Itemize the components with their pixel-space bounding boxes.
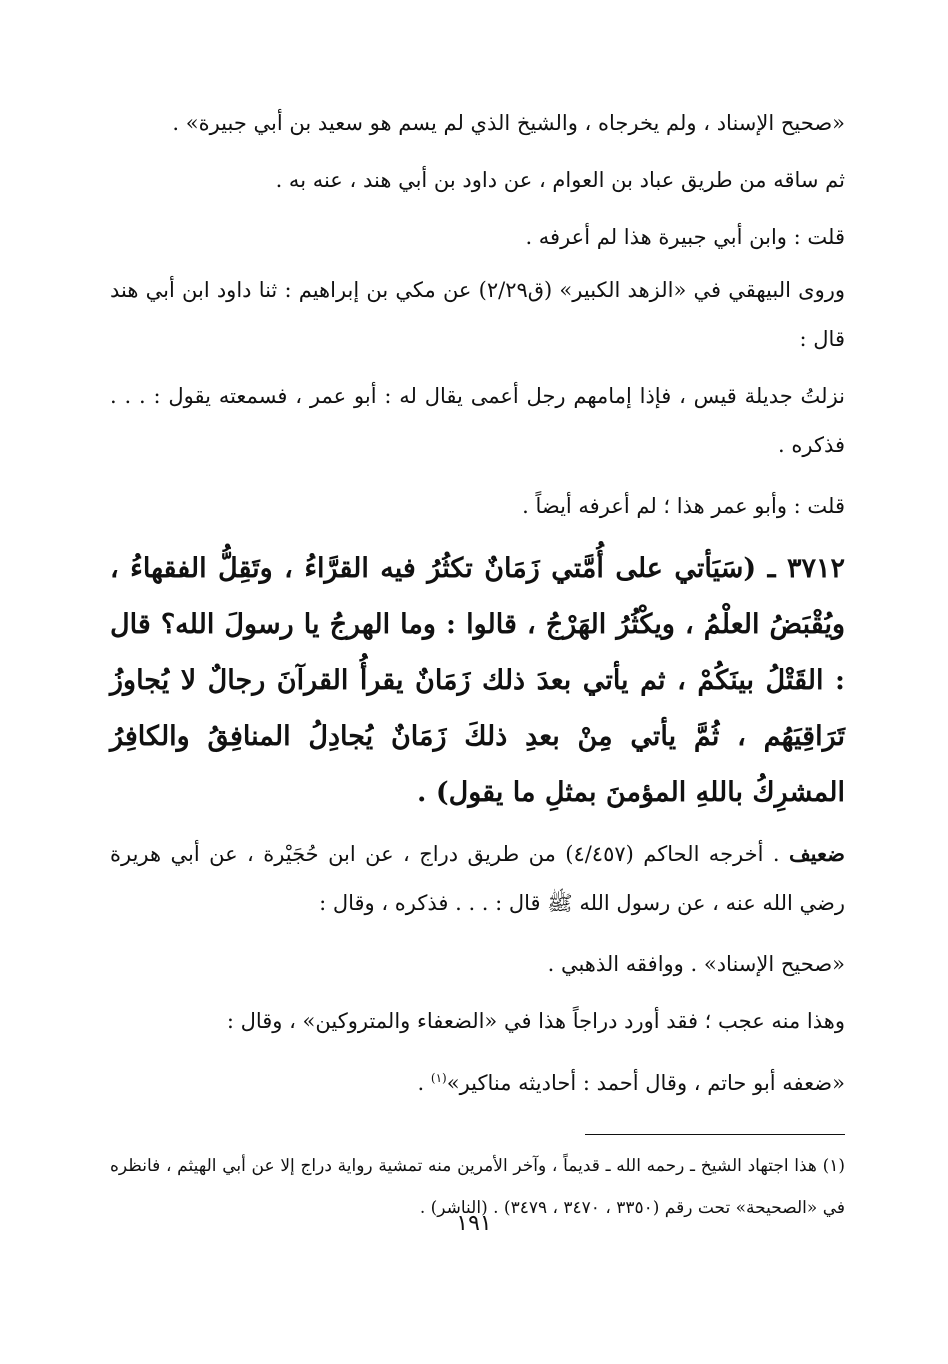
paragraph-narration: نزلتُ جديلة قيس ، فإذا إمامهم رجل أعمى يقال له : أبو عمر ، فسمعته يقول : . . . فذكره .	[110, 384, 845, 457]
paragraph-bayhaqi: وروى البيهقي في «الزهد الكبير» (ق٢/٢٩) عن مكي بن إبراهيم : ثنا داود ابن أبي هند قال :	[110, 278, 845, 351]
quote-end: .	[417, 1071, 431, 1095]
hadith-text: ٣٧١٢ ـ (سَيَأتي على أُمَّتي زَمَانٌ تكثُرُ فيه القرَّاءُ ، وتَقِلُّ الفقهاءُ ، ويُقْبَضُ العلْمُ ، ويكْثُرُ الهَرْجُ ، قالوا : وما الهرجُ يا رسولَ الله؟ قال : القَتْلُ بينَكُمْ ، ثم يأتي بعدَ ذلك زَمَانٌ يقرأُ القرآنَ رجالٌ لا يُجاوزُ تَرَاقِيَهُم ، ثُمَّ يأتي مِنْ بعدِ ذلكَ زَمَانٌ يُجادِلُ المنافِقُ والكافِرُ المشرِكُ باللهِ المؤمنَ بمثلِ ما يقول) .	[110, 553, 845, 808]
footnote-text: (١) هذا اجتهاد الشيخ ـ رحمه الله ـ قديماً ، وآخر الأمرين منه تمشية رواية دراج إلا عن أبي الهيثم ، فانظره في «الصحيحة» تحت رقم (٣٣٥٠ ، ٣٤٧٠ ، ٣٤٧٩) . (الناشر) .	[110, 1156, 845, 1218]
footnote-reference[interactable]: (١)	[430, 1071, 447, 1085]
paragraph-second-route: ثم ساقه من طريق عباد بن العوام ، عن داود بن أبي هند ، عنه به .	[275, 168, 845, 192]
page-body	[110, 95, 845, 1229]
page-number: ١٩١	[456, 1211, 492, 1236]
quote-text: «ضعفه أبو حاتم ، وقال أحمد : أحاديثه مناكير»	[446, 1071, 845, 1095]
paragraph-hakim-sahih: «صحيح الإسناد» . ووافقه الذهبي .	[547, 952, 845, 976]
paragraph-abu-hatim-quote	[110, 1050, 845, 1112]
paragraph-author-note-1: قلت : وابن أبي جبيرة هذا لم أعرفه .	[525, 225, 845, 249]
paragraph-author-note-2: قلت : وأبو عمر هذا ؛ لم أعرفه أيضاً .	[522, 494, 845, 518]
footnote-divider	[585, 1134, 845, 1135]
grade-label: ضعيف	[788, 841, 845, 866]
paragraph-hakim-quote: «صحيح الإسناد ، ولم يخرجاه ، والشيخ الذي لم يسم هو سعيد بن أبي جبيرة» .	[172, 111, 845, 135]
grading-details: . أخرجه الحاكم (٤/٤٥٧) من طريق دراج ، عن ابن حُجَيْرة ، عن أبي هريرة رضي الله عنه ، عن رسول الله ﷺ قال : . . . فذكره ، وقال :	[110, 842, 845, 915]
paragraph-dhahabi-critique: وهذا منه عجب ؛ فقد أورد دراجاً هذا في «الضعفاء والمتروكين» ، وقال :	[226, 1009, 845, 1033]
paragraph-grading	[110, 829, 845, 928]
